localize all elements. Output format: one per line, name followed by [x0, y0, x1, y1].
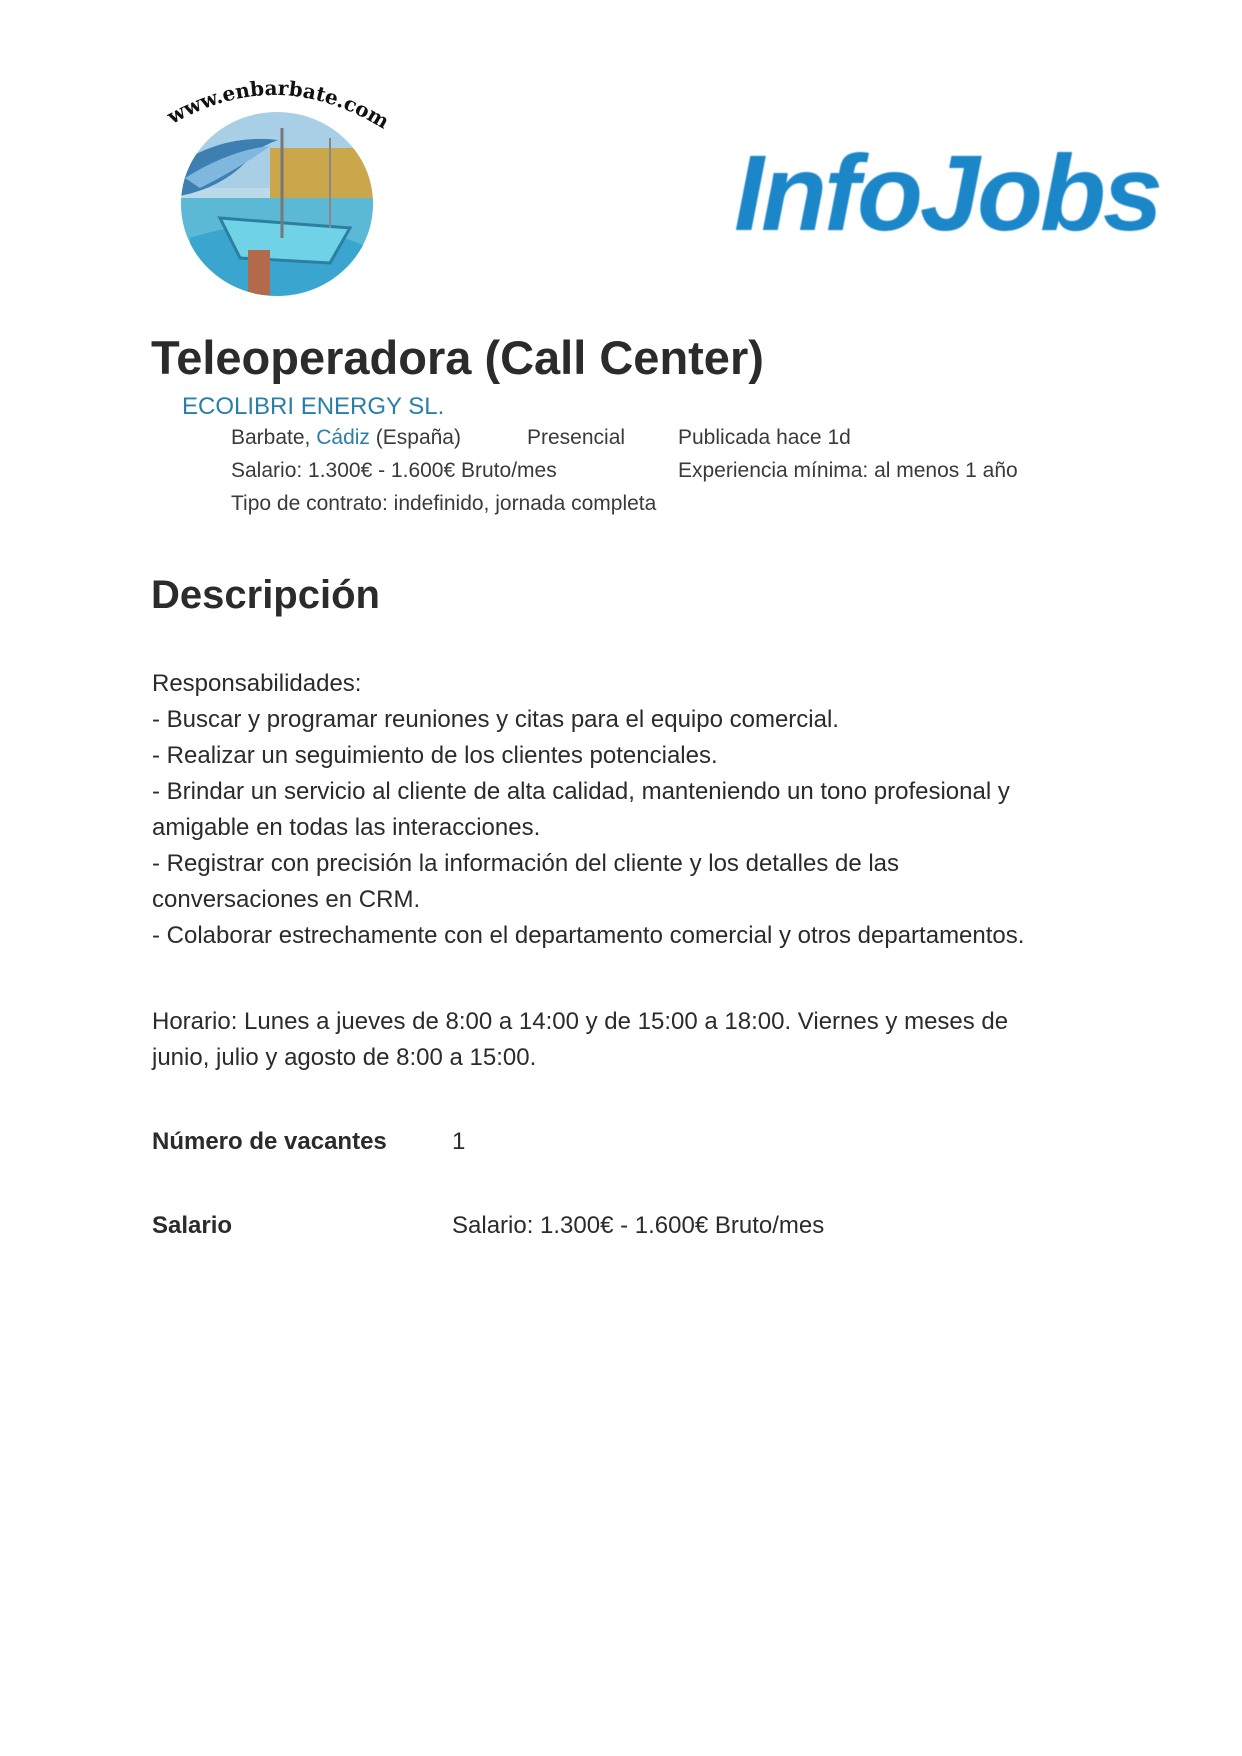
schedule-line: junio, julio y agosto de 8:00 a 15:00.: [152, 1044, 537, 1071]
schedule-line: Horario: Lunes a jueves de 8:00 a 14:00 y de 15:00 a 18:00. Viernes y meses de: [152, 1008, 1009, 1035]
enbarbate-logo-text: www.enbarbate.com: [163, 78, 394, 134]
description-line: - Registrar con precisión la información del cliente y los detalles de las: [152, 850, 900, 877]
company-name: ECOLIBRI ENERGY SL.: [182, 393, 445, 420]
job-contract: Tipo de contrato: indefinido, jornada completa: [231, 492, 657, 515]
description-line: - Colaborar estrechamente con el departamento comercial y otros departamentos.: [152, 922, 1025, 949]
job-location: [231, 424, 461, 452]
job-published: Publicada hace 1d: [678, 426, 851, 449]
description-line: amigable en todas las interacciones.: [152, 814, 541, 841]
salary-label: Salario: [152, 1212, 233, 1239]
location-prefix: Barbate,: [231, 426, 317, 449]
salary-value: Salario: 1.300€ - 1.600€ Bruto/mes: [452, 1212, 825, 1239]
vacancies-value: 1: [452, 1128, 466, 1155]
job-modality: Presencial: [527, 426, 626, 449]
description-line: - Buscar y programar reuniones y citas para el equipo comercial.: [152, 706, 839, 733]
description-heading: Descripción: [151, 573, 380, 617]
description-line: - Realizar un seguimiento de los clientes potenciales.: [152, 742, 718, 769]
vacancies-label: Número de vacantes: [152, 1128, 387, 1155]
description-body: [152, 666, 1092, 954]
job-salary: Salario: 1.300€ - 1.600€ Bruto/mes: [231, 459, 557, 482]
enbarbate-logo: [160, 78, 400, 304]
schedule-text: [152, 1004, 1092, 1076]
job-experience: Experiencia mínima: al menos 1 año: [678, 459, 1018, 482]
job-title: Teleoperadora (Call Center): [151, 331, 764, 384]
location-link[interactable]: Cádiz: [316, 426, 370, 449]
description-line: conversaciones en CRM.: [152, 886, 421, 913]
infojobs-logo: InfoJobs: [734, 132, 1160, 253]
description-line: - Brindar un servicio al cliente de alta calidad, manteniendo un tono profesional y: [152, 778, 1010, 805]
location-suffix: (España): [369, 426, 461, 449]
description-line: Responsabilidades:: [152, 670, 362, 697]
